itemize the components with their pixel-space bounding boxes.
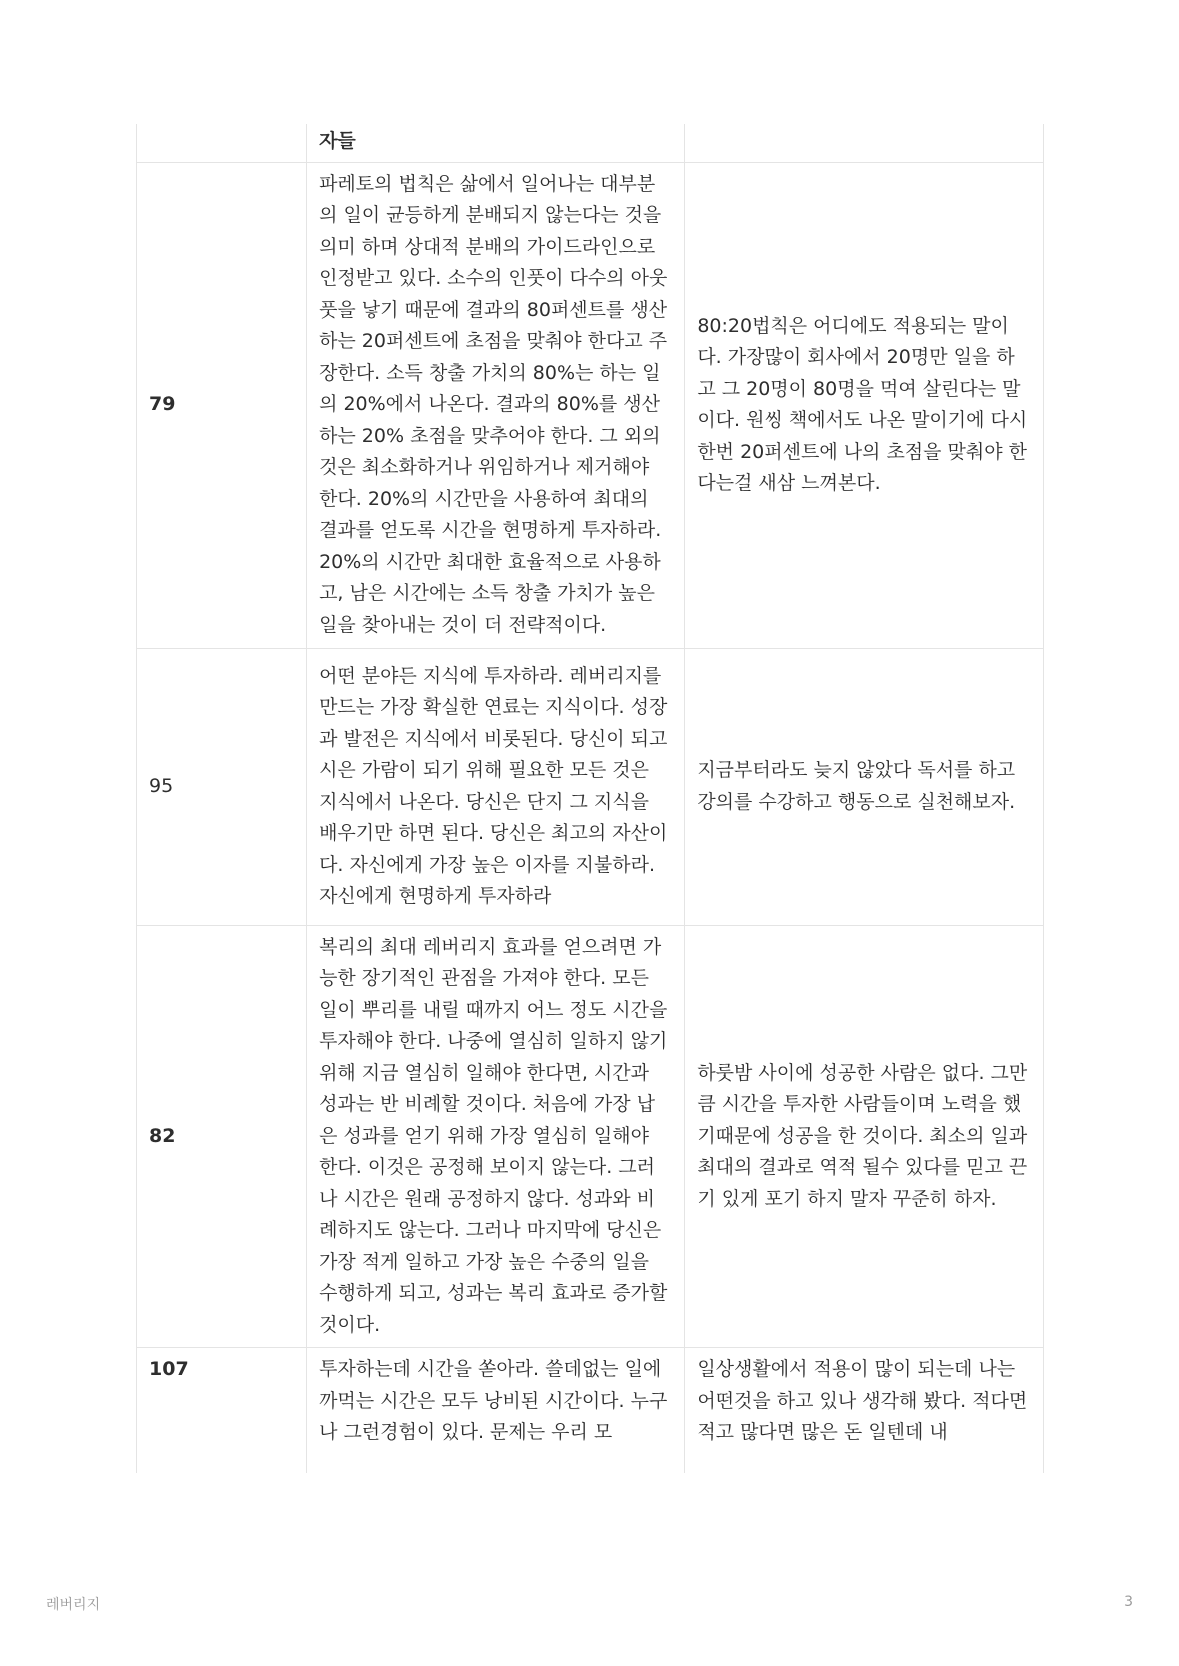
quote-cell: 파레토의 법칙은 삶에서 일어나는 대부분의 일이 균등하게 분배되지 않는다는 것을 의미 하며 상대적 분배의 가이드라인으로 인정받고 있다. 소수의 인풋이 다수의 아웃풋을 낳기 때문에 결과의 80퍼센트를 생산하는 20퍼센트에 초점을 맞춰야 한다고 주장한다. 소득 창출 가치의 80%는 하는 일의 20%에서 나온다. 결과의 80%를 생산하는 20% 초점을 맞추어야 한다. 그 외의 것은 최소화하거나 위임하거나 제거해야 한다. 20%의 시간만을 사용하여 최대의 결과를 얻도록 시간을 현명하게 투자하라. 20%의 시간만 최대한 효율적으로 사용하고, 남은 시간에는 소득 창출 가치가 높은 일을 찾아내는 것이 더 전략적이다.: [307, 162, 685, 648]
note-cell: [685, 124, 1044, 162]
table-row: [137, 1348, 1044, 1473]
note-cell: 지금부터라도 늦지 않았다 독서를 하고 강의를 수강하고 행동으로 실천해보자.: [685, 648, 1044, 925]
table-row: [137, 648, 1044, 925]
note-cell: 일상생활에서 적용이 많이 되는데 나는 어떤것을 하고 있나 생각해 봤다. 적다면 적고 많다면 많은 돈 일텐데 내: [685, 1348, 1044, 1473]
quote-cell: 자들: [307, 124, 685, 162]
table-row: [137, 162, 1044, 648]
footer-document-title: 레버리지: [46, 1597, 101, 1613]
page-number-cell: 82: [137, 925, 307, 1348]
quote-cell: 투자하는데 시간을 쏟아라. 쓸데없는 일에 까먹는 시간은 모두 낭비된 시간이다. 누구나 그런경험이 있다. 문제는 우리 모: [307, 1348, 685, 1473]
page-number-cell: 95: [137, 648, 307, 925]
table-row: [137, 925, 1044, 1348]
page-number-cell: 107: [137, 1348, 307, 1473]
note-cell: 하룻밤 사이에 성공한 사람은 없다. 그만큼 시간을 투자한 사람들이며 노력을 했기때문에 성공을 한 것이다. 최소의 일과 최대의 결과로 역적 될수 있다를 믿고 끈기 있게 포기 하지 말자 꾸준히 하자.: [685, 925, 1044, 1348]
note-cell: 80:20법칙은 어디에도 적용되는 말이다. 가장많이 회사에서 20명만 일을 하고 그 20명이 80명을 먹여 살린다는 말이다. 원씽 책에서도 나온 말이기에 다시한번 20퍼센트에 나의 초점을 맞춰야 한다는걸 새삼 느껴본다.: [685, 162, 1044, 648]
quote-cell: 복리의 최대 레버리지 효과를 얻으려면 가능한 장기적인 관점을 가져야 한다. 모든 일이 뿌리를 내릴 때까지 어느 정도 시간을 투자해야 한다. 나중에 열심히 일하지 않기 위해 지금 열심히 일해야 한다면, 시간과 성과는 반 비례할 것이다. 처음에 가장 납은 성과를 얻기 위해 가장 열심히 일해야 한다. 이것은 공정해 보이지 않는다. 그러나 시간은 원래 공정하지 않다. 성과와 비례하지도 않는다. 그러나 마지막에 당신은 가장 적게 일하고 가장 높은 수중의 일을 수행하게 되고, 성과는 복리 효과로 증가할 것이다.: [307, 925, 685, 1348]
table-row: [137, 124, 1044, 162]
quote-cell: 어떤 분야든 지식에 투자하라. 레버리지를 만드는 가장 확실한 연료는 지식이다. 성장과 발전은 지식에서 비롯된다. 당신이 되고 시은 가람이 되기 위해 필요한 모든 것은 지식에서 나온다. 당신은 단지 그 지식을 배우기만 하면 된다. 당신은 최고의 자산이다. 자신에게 가장 높은 이자를 지불하라. 자신에게 현명하게 투자하라: [307, 648, 685, 925]
page-number-cell: [137, 124, 307, 162]
page-number-cell: 79: [137, 162, 307, 648]
footer-page-number: 3: [1124, 1594, 1133, 1610]
reading-notes-table: [136, 124, 1044, 1473]
